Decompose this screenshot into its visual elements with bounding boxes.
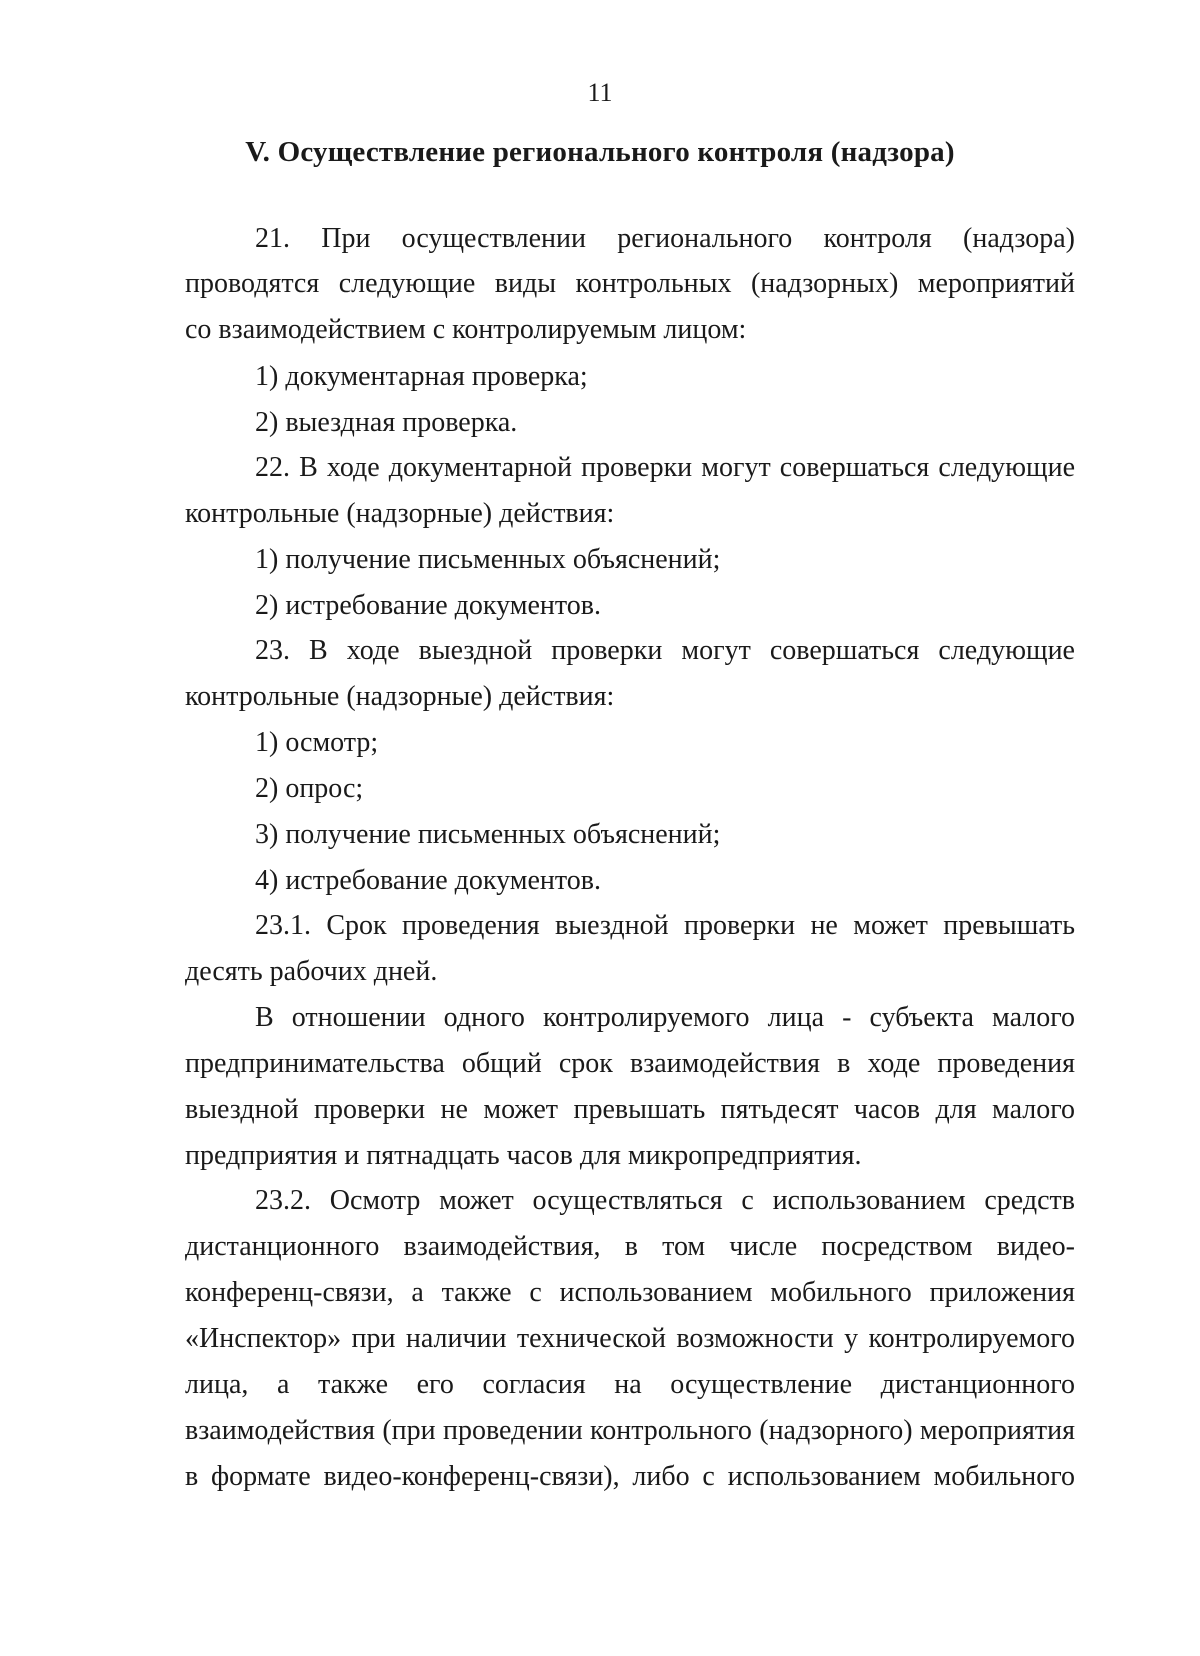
paragraph-23-2-line-3: конференц-связи, а также с использованием мобильного приложения xyxy=(185,1277,1075,1308)
paragraph-22-line-2: контрольные (надзорные) действия: xyxy=(185,498,615,529)
paragraph-23-1-line-1: 23.1. Срок проведения выездной проверки не может превышать xyxy=(255,910,1075,941)
paragraph-21-line-2: проводятся следующие виды контрольных (надзорных) мероприятий xyxy=(185,268,1075,299)
paragraph-small-business-line-1: В отношении одного контролируемого лица - субъекта малого xyxy=(255,1002,1075,1033)
paragraph-small-business-line-4: предприятия и пятнадцать часов для микропредприятия. xyxy=(185,1140,862,1171)
paragraph-23-2-line-7: в формате видео-конференц-связи), либо с использованием мобильного xyxy=(185,1461,1075,1492)
paragraph-23-2-line-4: «Инспектор» при наличии технической возможности у контролируемого xyxy=(185,1323,1075,1354)
paragraph-21-line-1: 21. При осуществлении регионального контроля (надзора) xyxy=(255,223,1075,254)
paragraph-23-2-line-6: взаимодействия (при проведении контрольного (надзорного) мероприятия xyxy=(185,1415,1075,1446)
list-item-written-explanations: 1) получение письменных объяснений; xyxy=(255,544,721,575)
paragraph-23-2-line-2: дистанционного взаимодействия, в том числе посредством видео- xyxy=(185,1231,1075,1262)
list-item-documentary-check: 1) документарная проверка; xyxy=(255,361,588,392)
paragraph-23-1-line-2: десять рабочих дней. xyxy=(185,956,438,987)
list-item-inspection: 1) осмотр; xyxy=(255,727,379,758)
paragraph-small-business-line-3: выездной проверки не может превышать пятьдесят часов для малого xyxy=(185,1094,1075,1125)
paragraph-21-line-3: со взаимодействием с контролируемым лицом: xyxy=(185,314,747,345)
list-item-survey: 2) опрос; xyxy=(255,773,364,804)
list-item-onsite-check: 2) выездная проверка. xyxy=(255,407,518,438)
paragraph-23-line-2: контрольные (надзорные) действия: xyxy=(185,681,615,712)
list-item-document-request-2: 4) истребование документов. xyxy=(255,865,601,896)
page-number: 11 xyxy=(587,78,613,107)
section-title: V. Осуществление регионального контроля (надзора) xyxy=(245,136,955,168)
paragraph-23-2-line-5: лица, а также его согласия на осуществление дистанционного xyxy=(185,1369,1075,1400)
paragraph-23-line-1: 23. В ходе выездной проверки могут совершаться следующие xyxy=(255,635,1075,666)
paragraph-23-2-line-1: 23.2. Осмотр может осуществляться с использованием средств xyxy=(255,1185,1075,1216)
paragraph-22-line-1: 22. В ходе документарной проверки могут совершаться следующие xyxy=(255,452,1075,483)
list-item-written-explanations-2: 3) получение письменных объяснений; xyxy=(255,819,721,850)
list-item-document-request: 2) истребование документов. xyxy=(255,590,601,621)
paragraph-small-business-line-2: предпринимательства общий срок взаимодействия в ходе проведения xyxy=(185,1048,1075,1079)
